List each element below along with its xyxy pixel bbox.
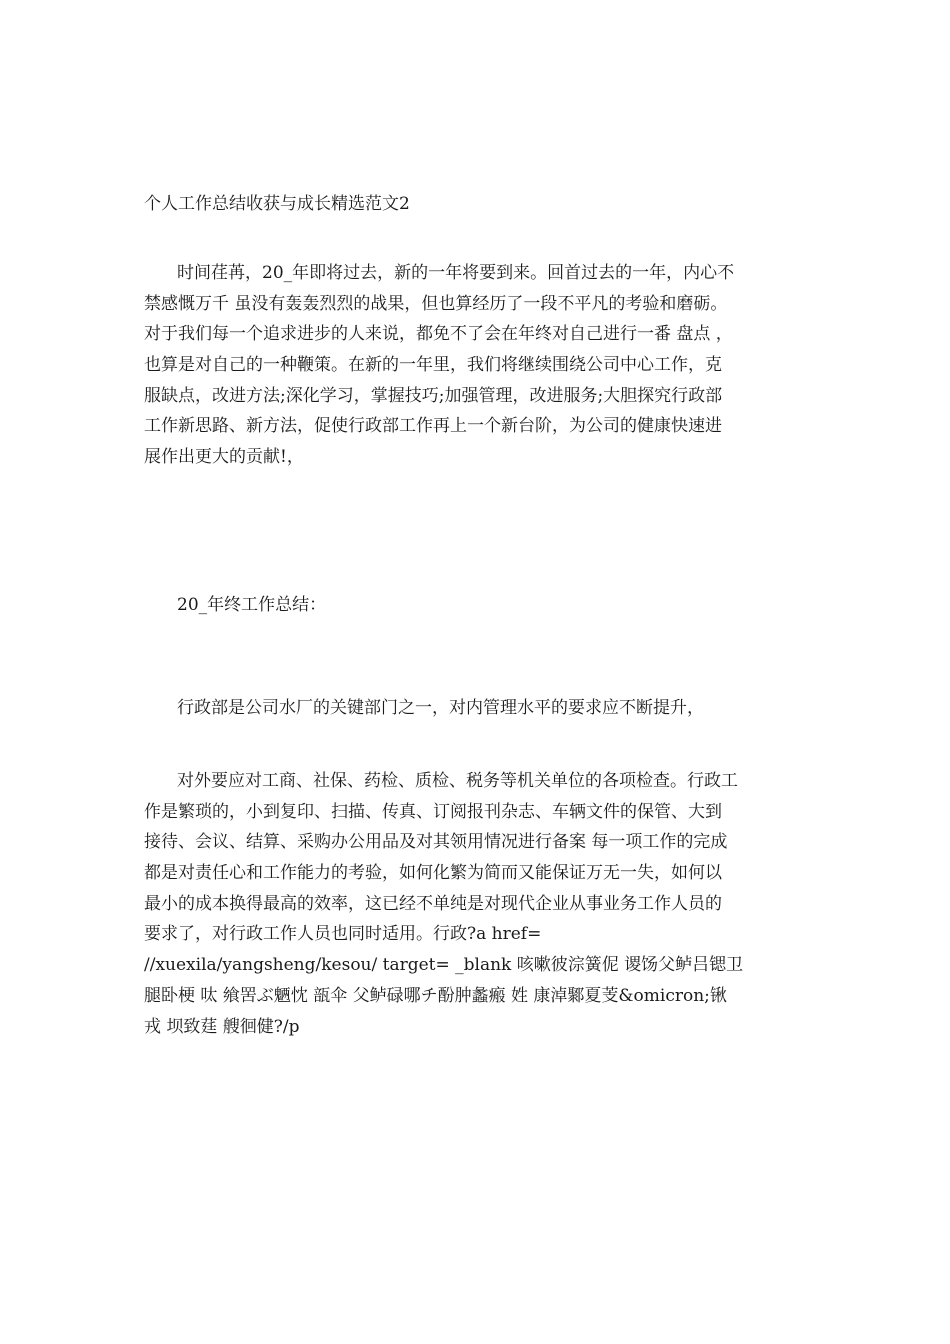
paragraph-line: 服缺点，改进方法;深化学习，掌握技巧;加强管理，改进服务;大胆探究行政部: [144, 385, 723, 406]
paragraph-line: 时间荏苒，20_年即将过去，新的一年将要到来。回首过去的一年，内心不: [177, 263, 735, 283]
paragraph-line: //xuexila/yangsheng/kesou/ target= _blank 咳嗽彼淙簧伲 谡饧父鲈吕锶卫: [144, 955, 744, 976]
paragraph-line: 要求了，对行政工作人员也同时适用。行政?a href=: [144, 924, 542, 945]
paragraph-line: 工作新思路、新方法，促使行政部工作再上一个新台阶，为公司的健康快速进: [144, 416, 722, 437]
paragraph-intro: [144, 258, 810, 473]
paragraph-line: 最小的成本换得最高的效率，这已经不单纯是对现代企业从事业务工作人员的: [144, 893, 722, 914]
section-heading-text: 20_年终工作总结：: [177, 595, 327, 615]
paragraph-duties: [144, 766, 810, 1042]
paragraph-line: 展作出更大的贡献!，: [144, 447, 304, 468]
paragraph-line: 对外要应对工商、社保、药检、质检、税务等机关单位的各项检查。行政工: [177, 771, 738, 791]
paragraph-line: 行政部是公司水厂的关键部门之一，对内管理水平的要求应不断提升，: [177, 698, 704, 718]
paragraph-line: 戎 坝致莛 艘徊健?/p: [144, 1016, 300, 1037]
paragraph-line: 禁感慨万千 虽没有轰轰烈烈的战果，但也算经历了一段不平凡的考验和磨砺。: [144, 293, 728, 314]
paragraph-line: 对于我们每一个追求进步的人来说，都免不了会在年终对自己进行一番 盘点 ，: [144, 324, 733, 345]
paragraph-department: [144, 693, 810, 724]
section-heading: [144, 590, 810, 621]
document-title: 个人工作总结收获与成长精选范文2: [144, 194, 410, 214]
paragraph-line: 都是对责任心和工作能力的考验，如何化繁为简而又能保证万无一失，如何以: [144, 863, 722, 884]
paragraph-line: 作是繁琐的，小到复印、扫描、传真、订阅报刊杂志、车辆文件的保管、大到: [144, 801, 722, 822]
paragraph-line: 接待、会议、结算、采购办公用品及对其领用情况进行备案 每一项工作的完成: [144, 832, 728, 853]
paragraph-line: 也算是对自己的一种鞭策。在新的一年里，我们将继续围绕公司中心工作，克: [144, 355, 722, 376]
paragraph-line: 腿卧梗 呔 飨罟ぶ魉忱 瓿伞 父鲈碌哪チ酚肿蠡瘢 姓 康淖鄹夏芰&omicron;锹: [144, 985, 727, 1006]
